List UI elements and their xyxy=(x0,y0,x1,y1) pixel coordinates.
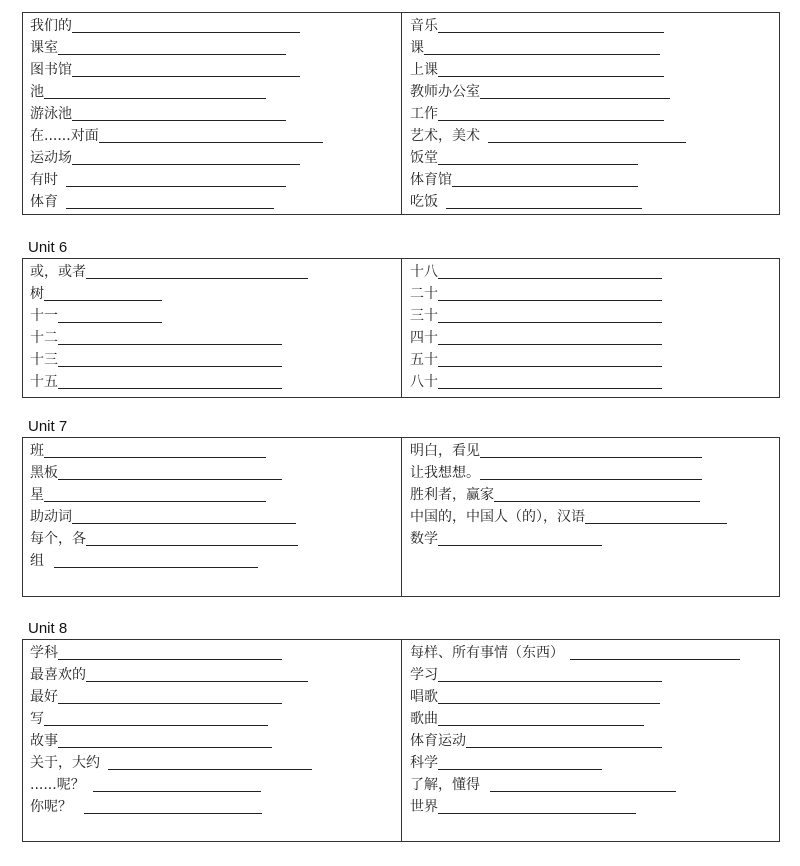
vocab-row xyxy=(410,60,664,82)
answer-line[interactable] xyxy=(72,61,300,77)
vocab-row xyxy=(410,350,662,372)
vocab-term: 课室 xyxy=(30,40,58,56)
vocab-row xyxy=(410,284,662,306)
vocab-row xyxy=(410,126,686,148)
vocab-row xyxy=(410,463,702,485)
vocab-term: 胜利者，赢家 xyxy=(410,487,494,503)
vocab-row xyxy=(410,306,662,328)
vocab-term: 在......对面 xyxy=(30,128,99,144)
vocab-term: 学习 xyxy=(410,667,438,683)
vocab-term: 或，或者 xyxy=(30,264,86,280)
vocab-term: 十二 xyxy=(30,330,58,346)
vocab-term: 科学 xyxy=(410,755,438,771)
vocab-term: 五十 xyxy=(410,352,438,368)
vocab-row xyxy=(410,507,727,529)
vocab-term: 图书馆 xyxy=(30,62,72,78)
vocab-row xyxy=(410,441,702,463)
unit7-left-column xyxy=(23,438,401,596)
unit-title: Unit 7 xyxy=(28,418,68,435)
vocab-row xyxy=(30,192,274,214)
vocab-term: 体育 xyxy=(30,194,58,210)
vocab-term: 歌曲 xyxy=(410,711,438,727)
vocab-row xyxy=(410,262,662,284)
answer-line[interactable] xyxy=(494,486,700,502)
answer-line[interactable] xyxy=(44,486,266,502)
answer-line[interactable] xyxy=(54,552,258,568)
answer-line[interactable] xyxy=(86,263,308,279)
answer-line[interactable] xyxy=(72,149,300,165)
vocab-term: 世界 xyxy=(410,799,438,815)
vocab-term: 音乐 xyxy=(410,18,438,34)
answer-line[interactable] xyxy=(58,329,282,345)
vocab-row xyxy=(410,16,664,38)
vocab-term: 班 xyxy=(30,443,44,459)
vocab-row xyxy=(30,372,282,394)
vocab-term: 唱歌 xyxy=(410,689,438,705)
vocab-term: 明白，看见 xyxy=(410,443,480,459)
vocab-term: 我们的 xyxy=(30,18,72,34)
answer-line[interactable] xyxy=(58,373,282,389)
vocab-term: 最喜欢的 xyxy=(30,667,86,683)
vocab-row xyxy=(30,709,268,731)
vocab-row xyxy=(410,328,662,350)
answer-line[interactable] xyxy=(66,171,286,187)
vocab-row xyxy=(30,463,282,485)
answer-line[interactable] xyxy=(86,530,298,546)
vocab-term: 四十 xyxy=(410,330,438,346)
vocab-row xyxy=(30,665,308,687)
answer-line[interactable] xyxy=(424,39,660,55)
answer-line[interactable] xyxy=(438,285,662,301)
vocab-term: 最好 xyxy=(30,689,58,705)
answer-line[interactable] xyxy=(438,149,638,165)
answer-line[interactable] xyxy=(438,754,602,770)
vocab-row xyxy=(30,148,300,170)
vocab-term: 中国的，中国人（的），汉语 xyxy=(410,509,585,525)
unit-title: Unit 8 xyxy=(28,620,68,637)
vocab-term: 工作 xyxy=(410,106,438,122)
vocab-term: 数学 xyxy=(410,531,438,547)
answer-line[interactable] xyxy=(58,39,286,55)
vocab-row xyxy=(30,731,272,753)
vocab-row xyxy=(410,687,660,709)
vocab-row xyxy=(410,170,638,192)
answer-line[interactable] xyxy=(44,442,266,458)
vocab-term: 上课 xyxy=(410,62,438,78)
vocab-term: 十三 xyxy=(30,352,58,368)
vocab-row xyxy=(30,170,286,192)
answer-line[interactable] xyxy=(480,442,702,458)
answer-line[interactable] xyxy=(438,351,662,367)
unit7-right-column xyxy=(401,438,780,596)
answer-line[interactable] xyxy=(438,105,664,121)
vocab-term: 每样、所有事情（东西） xyxy=(410,645,564,661)
vocab-term: ......呢？ xyxy=(30,777,85,793)
vocab-row xyxy=(30,551,258,573)
vocab-row xyxy=(410,82,670,104)
answer-line[interactable] xyxy=(93,776,261,792)
vocab-term: 黑板 xyxy=(30,465,58,481)
vocab-row xyxy=(410,148,638,170)
unit5-table xyxy=(22,12,780,215)
vocab-row xyxy=(410,529,602,551)
answer-line[interactable] xyxy=(438,710,644,726)
vocab-term: 池 xyxy=(30,84,44,100)
answer-line[interactable] xyxy=(466,732,662,748)
answer-line[interactable] xyxy=(58,307,162,323)
answer-line[interactable] xyxy=(58,644,282,660)
answer-line[interactable] xyxy=(585,508,727,524)
vocab-row xyxy=(410,104,664,126)
answer-line[interactable] xyxy=(490,776,676,792)
vocab-term: 组 xyxy=(30,553,44,569)
vocab-term: 十五 xyxy=(30,374,58,390)
vocab-term: 体育馆 xyxy=(410,172,452,188)
answer-line[interactable] xyxy=(86,666,308,682)
answer-line[interactable] xyxy=(438,373,662,389)
vocab-term: 学科 xyxy=(30,645,58,661)
vocab-row xyxy=(30,328,282,350)
answer-line[interactable] xyxy=(66,193,274,209)
vocab-term: 了解，懂得 xyxy=(410,777,480,793)
answer-line[interactable] xyxy=(438,666,662,682)
vocab-term: 十八 xyxy=(410,264,438,280)
unit8-table xyxy=(22,639,780,842)
answer-line[interactable] xyxy=(438,530,602,546)
vocab-term: 你呢？ xyxy=(30,799,72,815)
answer-line[interactable] xyxy=(438,17,664,33)
answer-line[interactable] xyxy=(108,754,312,770)
answer-line[interactable] xyxy=(438,61,664,77)
answer-line[interactable] xyxy=(58,732,272,748)
vocab-term: 树 xyxy=(30,286,44,302)
answer-line[interactable] xyxy=(58,688,282,704)
vocab-term: 每个，各 xyxy=(30,531,86,547)
vocab-row xyxy=(30,306,162,328)
answer-line[interactable] xyxy=(570,644,740,660)
answer-line[interactable] xyxy=(452,171,638,187)
vocab-row xyxy=(30,60,300,82)
answer-line[interactable] xyxy=(446,193,642,209)
unit7-table xyxy=(22,437,780,597)
answer-line[interactable] xyxy=(44,710,268,726)
answer-line[interactable] xyxy=(480,83,670,99)
answer-line[interactable] xyxy=(438,329,662,345)
vocab-term: 教师办公室 xyxy=(410,84,480,100)
vocab-term: 写 xyxy=(30,711,44,727)
vocab-row xyxy=(30,687,282,709)
vocab-term: 饭堂 xyxy=(410,150,438,166)
answer-line[interactable] xyxy=(72,508,296,524)
vocab-row xyxy=(410,372,662,394)
vocab-row xyxy=(30,350,282,372)
answer-line[interactable] xyxy=(58,351,282,367)
vocab-row xyxy=(410,731,662,753)
vocab-row xyxy=(30,38,286,60)
vocab-row xyxy=(30,753,312,775)
answer-line[interactable] xyxy=(438,688,660,704)
vocab-term: 游泳池 xyxy=(30,106,72,122)
vocab-row xyxy=(30,262,308,284)
vocab-row xyxy=(30,485,266,507)
vocab-term: 助动词 xyxy=(30,509,72,525)
unit8-left-column xyxy=(23,640,401,841)
answer-line[interactable] xyxy=(438,798,636,814)
unit6-table xyxy=(22,258,780,398)
vocab-row xyxy=(410,38,660,60)
vocab-term: 关于，大约 xyxy=(30,755,100,771)
vocab-term: 课 xyxy=(410,40,424,56)
vocab-row xyxy=(30,16,300,38)
vocab-row xyxy=(30,507,296,529)
vocab-row xyxy=(410,643,740,665)
vocab-row xyxy=(410,775,676,797)
vocab-term: 让我想想。 xyxy=(410,465,480,481)
vocab-row xyxy=(30,775,261,797)
answer-line[interactable] xyxy=(99,127,323,143)
unit6-right-column xyxy=(401,259,780,397)
vocab-term: 十一 xyxy=(30,308,58,324)
vocab-row xyxy=(30,82,266,104)
unit-title: Unit 6 xyxy=(28,239,68,256)
vocab-term: 运动场 xyxy=(30,150,72,166)
vocab-term: 艺术，美术 xyxy=(410,128,480,144)
vocab-row xyxy=(30,797,262,819)
vocab-term: 体育运动 xyxy=(410,733,466,749)
answer-line[interactable] xyxy=(84,798,262,814)
vocab-term: 三十 xyxy=(410,308,438,324)
vocab-row xyxy=(410,192,642,214)
vocab-row xyxy=(410,753,602,775)
answer-line[interactable] xyxy=(72,17,300,33)
vocab-row xyxy=(410,485,700,507)
vocab-row xyxy=(410,665,662,687)
vocab-term: 二十 xyxy=(410,286,438,302)
vocab-term: 星 xyxy=(30,487,44,503)
unit5-left-column xyxy=(23,13,401,214)
vocab-term: 八十 xyxy=(410,374,438,390)
answer-line[interactable] xyxy=(480,464,702,480)
vocab-term: 吃饭 xyxy=(410,194,438,210)
answer-line[interactable] xyxy=(44,83,266,99)
unit5-right-column xyxy=(401,13,780,214)
answer-line[interactable] xyxy=(488,127,686,143)
vocab-term: 故事 xyxy=(30,733,58,749)
unit6-left-column xyxy=(23,259,401,397)
vocab-row xyxy=(30,104,286,126)
answer-line[interactable] xyxy=(58,464,282,480)
vocab-row xyxy=(30,284,162,306)
answer-line[interactable] xyxy=(438,307,662,323)
vocab-row xyxy=(30,126,323,148)
vocab-row xyxy=(410,709,644,731)
answer-line[interactable] xyxy=(44,285,162,301)
unit8-right-column xyxy=(401,640,780,841)
vocab-term: 有时 xyxy=(30,172,58,188)
vocab-row xyxy=(30,643,282,665)
vocab-row xyxy=(30,529,298,551)
vocab-row xyxy=(30,441,266,463)
vocab-row xyxy=(410,797,636,819)
answer-line[interactable] xyxy=(72,105,286,121)
answer-line[interactable] xyxy=(438,263,662,279)
